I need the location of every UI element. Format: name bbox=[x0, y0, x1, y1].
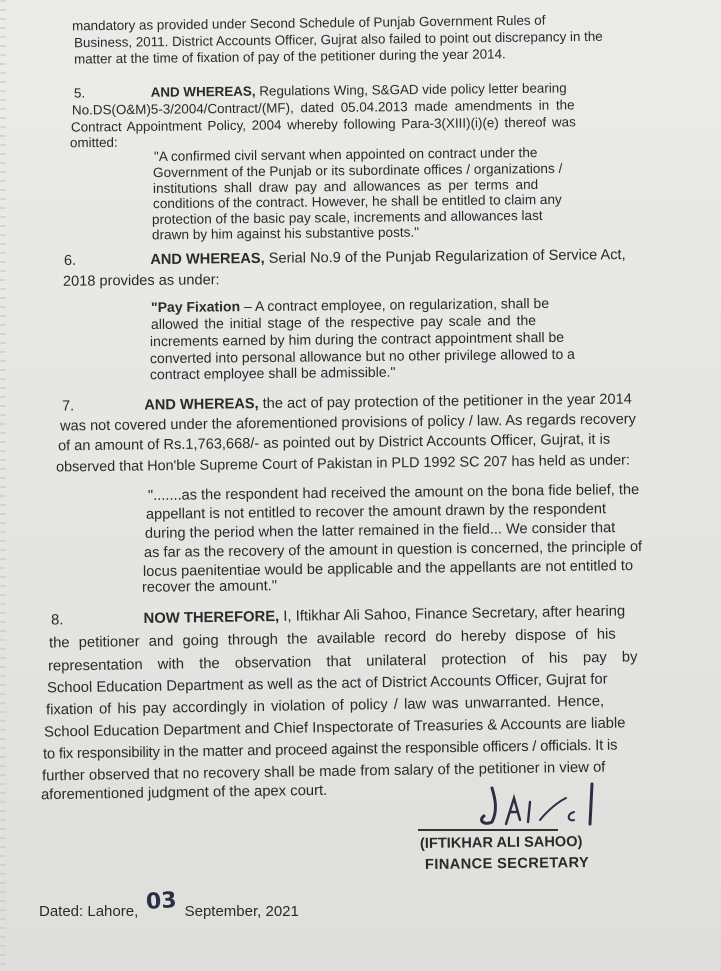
signatory-title: FINANCE SECRETARY bbox=[424, 854, 590, 874]
para7-lead: AND WHEREAS, bbox=[144, 396, 259, 414]
para5-quote-line: protection of the basic pay scale, increments and allowances last bbox=[151, 207, 543, 228]
para8-line: fixation of his pay accordingly in violation of policy / law was unwarranted. Hence, bbox=[45, 693, 605, 719]
para6-lead: AND WHEREAS, bbox=[150, 250, 265, 269]
para5-lead: AND WHEREAS, bbox=[150, 83, 256, 100]
para7-line-1: 7. AND WHEREAS, the act of pay protection of the petitioner in the year 2014 bbox=[61, 391, 632, 415]
signature-rule bbox=[418, 829, 558, 831]
para8-line: to fix responsibility in the matter and proceed against the responsible officers / officials. It is bbox=[42, 737, 618, 763]
para7-quote-line: locus paenitentiae would be applicable and the appellants are not entitled to bbox=[142, 558, 634, 580]
para7-quote-line: recover the amount." bbox=[141, 578, 278, 596]
para5-quote-line: drawn by him against his substantive posts." bbox=[151, 224, 420, 243]
para6-quote-line: "Pay Fixation – A contract employee, on regularization, shall be bbox=[150, 294, 550, 316]
signatory-name: (IFTIKHAR ALI SAHOO) bbox=[419, 834, 583, 852]
pay-fixation-heading: "Pay Fixation bbox=[150, 298, 241, 316]
dated-rest: September, 2021 bbox=[184, 903, 299, 920]
dated-prefix: Dated: Lahore, bbox=[39, 903, 139, 920]
para7-quote-line: during the period when the latter remained in the field... We consider that bbox=[144, 520, 616, 542]
para8-line: further observed that no recovery shall be made from salary of the petitioner in view of bbox=[41, 759, 606, 785]
para8-line-1: 8. NOW THEREFORE, I, Iftikhar Ali Sahoo, Finance Secretary, after hearing bbox=[50, 603, 626, 629]
para5-quote-line: "A confirmed civil servant when appointed on contract under the bbox=[153, 144, 538, 165]
para7-quote-line: ".......as the respondent had received the amount on the bona fide belief, the bbox=[147, 482, 640, 504]
para8-line: representation with the observation that unilateral protection of his pay by bbox=[47, 649, 638, 675]
para8-line: School Education Department and Chief Inspectorate of Treasuries & Accounts are liable bbox=[43, 715, 626, 741]
para6-number: 6. bbox=[63, 252, 77, 269]
para5-line-4: omitted: bbox=[69, 134, 118, 151]
para8-line: School Education Department as well as the act of District Accounts Officer, Gujrat for bbox=[46, 671, 608, 697]
para8-number: 8. bbox=[50, 612, 64, 629]
intro-line-2: Business, 2011. District Accounts Officer, Gujrat also failed to point out discrepancy in the bbox=[73, 28, 603, 51]
para5-number: 5. bbox=[73, 85, 86, 101]
para5-quote-line: Government of the Punjab or its subordinate offices / organizations / bbox=[152, 160, 563, 181]
para7-number: 7. bbox=[61, 398, 75, 415]
para5-line-1: 5. AND WHEREAS, Regulations Wing, S&GAD vide policy letter bearing bbox=[73, 80, 567, 101]
intro-line-3: matter at the time of fixation of pay of the petitioner during the year 2014. bbox=[73, 46, 506, 67]
para6-quote-line: increments earned by him during the contract appointment shall be bbox=[149, 328, 565, 350]
para8-line: aforementioned judgment of the apex court. bbox=[40, 782, 328, 804]
para7-line-2: was not covered under the aforementioned provisions of policy / law. As regards recovery bbox=[59, 411, 637, 435]
handwritten-signature bbox=[470, 780, 610, 830]
para8-lead: NOW THEREFORE, bbox=[143, 608, 280, 628]
para6-quote-line: allowed the initial stage of the respective pay scale and the bbox=[150, 311, 537, 333]
para5-line-3: Contract Appointment Policy, 2004 whereby following Para-3(XIII)(i)(e) thereof was bbox=[70, 114, 576, 135]
para6-line-1: 6. AND WHEREAS, Serial No.9 of the Punjab Regularization of Service Act, bbox=[63, 247, 626, 269]
para7-line-4: observed that Hon'ble Supreme Court of Pakistan in PLD 1992 SC 207 has held as under: bbox=[55, 452, 631, 476]
para7-quote-line: as far as the recovery of the amount in question is concerned, the principle of bbox=[143, 538, 643, 562]
intro-line-1: mandatory as provided under Second Schedule of Punjab Government Rules of bbox=[71, 12, 546, 34]
para5-quote-line: conditions of the contract. However, he shall be entitled to claim any bbox=[152, 191, 562, 212]
page-edge-shadow bbox=[0, 0, 6, 971]
para7-quote-line: appellant is not entitled to recover the amount drawn by the respondent bbox=[145, 501, 607, 523]
handwritten-date-day: 03 bbox=[145, 887, 178, 916]
para8-line: the petitioner and going through the available record do hereby dispose of his bbox=[48, 626, 616, 652]
para7-line-3: of an amount of Rs.1,763,668/- as pointed out by District Accounts Officer, Gujrat, it is bbox=[57, 431, 611, 455]
para6-quote-line: contract employee shall be admissible." bbox=[149, 363, 396, 383]
para5-quote-line: institutions shall draw pay and allowances as per terms and bbox=[152, 176, 539, 197]
para5-line-2: No.DS(O&M)5-3/2004/Contract/(MF), dated 05.04.2013 made amendments in the bbox=[71, 97, 575, 118]
para6-line-2: 2018 provides as under: bbox=[62, 272, 220, 290]
para6-quote-line: converted into personal allowance but no other privilege allowed to a bbox=[149, 345, 576, 367]
